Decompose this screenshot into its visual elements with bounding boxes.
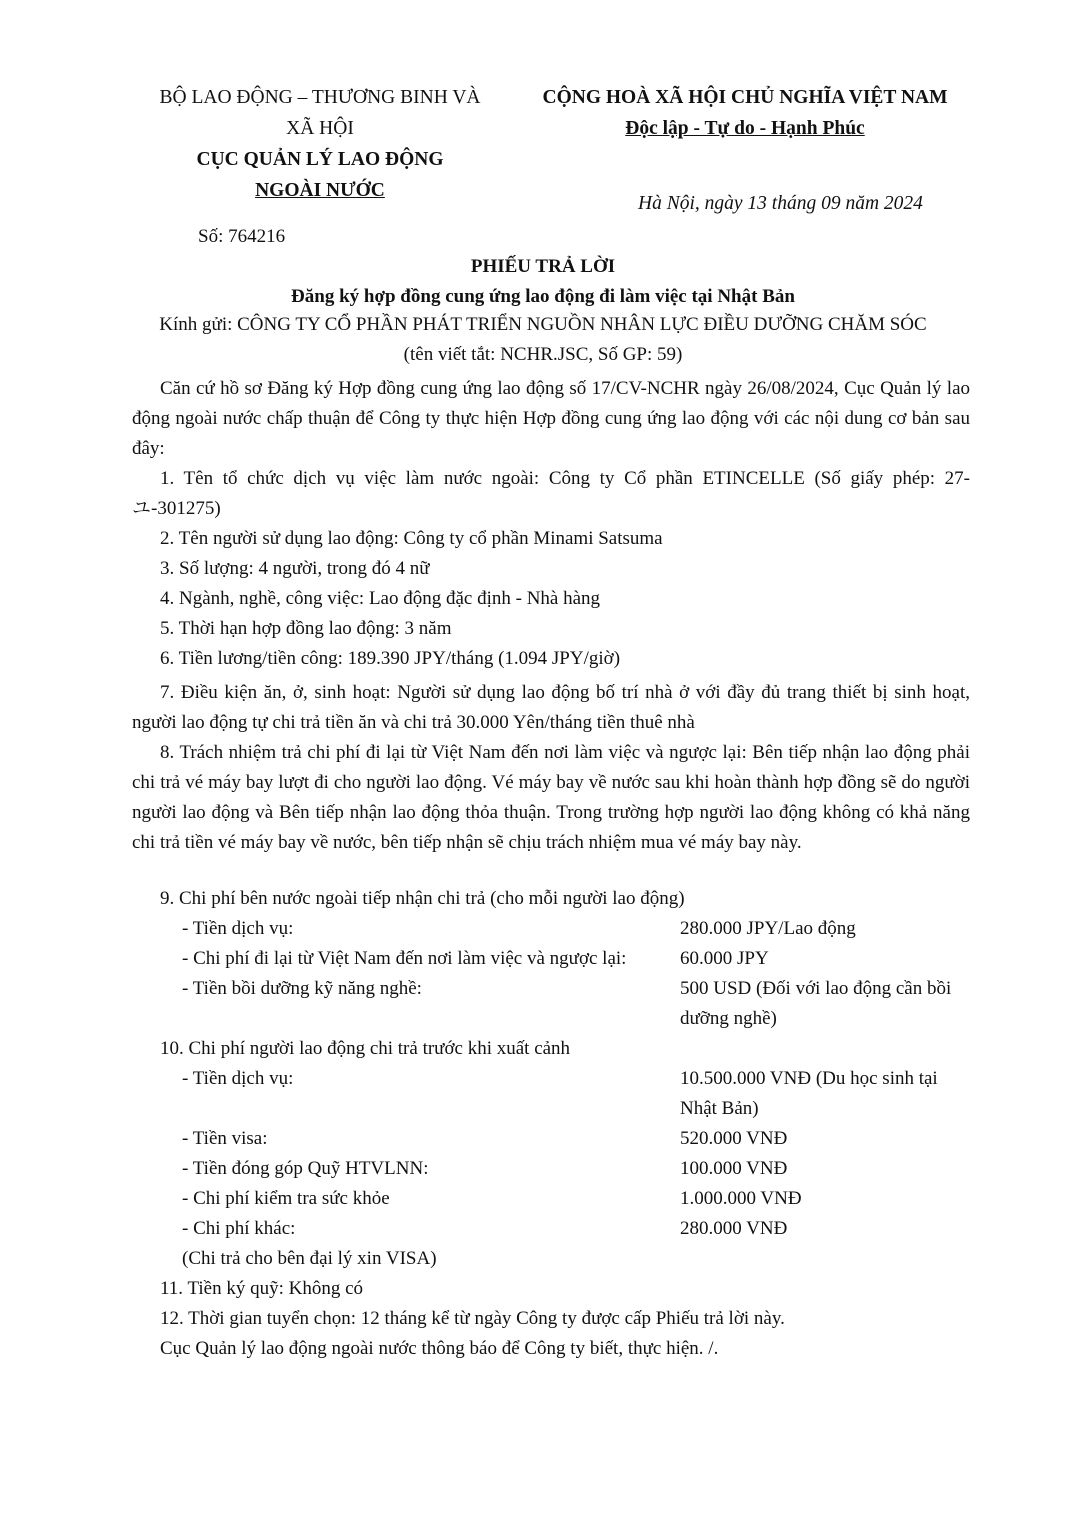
item-12: 12. Thời gian tuyển chọn: 12 tháng kể từ ngày Công ty được cấp Phiếu trả lời này. <box>160 1308 785 1329</box>
national-motto: Độc lập - Tự do - Hạnh Phúc <box>625 118 865 139</box>
item-2: 2. Tên người sử dụng lao động: Công ty cổ phần Minami Satsuma <box>160 528 663 549</box>
fee-value: 100.000 VNĐ <box>680 1158 788 1179</box>
document-subtitle: Đăng ký hợp đồng cung ứng lao động đi làm việc tại Nhật Bản <box>291 286 795 307</box>
item-5: 5. Thời hạn hợp đồng lao động: 3 năm <box>160 618 452 639</box>
item-7: 7. Điều kiện ăn, ở, sinh hoạt: Người sử dụng lao động bố trí nhà ở với đầy đủ trang thiết bị sinh hoạt, người lao động tự chi trả tiền ăn và chi trả 30.000 Yên/tháng tiền thuê nhà <box>132 682 970 733</box>
item-9-title: 9. Chi phí bên nước ngoài tiếp nhận chi trả (cho mỗi người lao động) <box>160 888 685 909</box>
fee-value: 60.000 JPY <box>680 948 769 969</box>
national-header-block <box>525 82 965 144</box>
ministry-line-2: XÃ HỘI <box>286 118 354 139</box>
fee-value: 280.000 VNĐ <box>680 1218 788 1239</box>
item-4: 4. Ngành, nghề, công việc: Lao động đặc định - Nhà hàng <box>160 588 601 609</box>
fee-value: 500 USD (Đối với lao động cần bồi dưỡng nghề) <box>680 978 952 1029</box>
intro-paragraph: Căn cứ hồ sơ Đăng ký Hợp đồng cung ứng lao động số 17/CV-NCHR ngày 26/08/2024, Cục Quản lý lao động ngoài nước chấp thuận để Công ty thực hiện Hợp đồng cung ứng lao động với các nội dung cơ bản sau đây: <box>132 378 970 459</box>
item-10-title: 10. Chi phí người lao động chi trả trước khi xuất cảnh <box>160 1038 571 1059</box>
fee-label: - Chi phí kiểm tra sức khỏe <box>182 1188 390 1209</box>
department-line-1: CỤC QUẢN LÝ LAO ĐỘNG <box>196 149 444 170</box>
item-1: 1. Tên tổ chức dịch vụ việc làm nước ngoài: Công ty Cổ phần ETINCELLE (Số giấy phép: 27-ユ-301275) <box>132 468 970 519</box>
recipient-note: (tên viết tắt: NCHR.JSC, Số GP: 59) <box>403 344 683 365</box>
fee-value: 280.000 JPY/Lao động <box>680 918 856 939</box>
fee-value: 1.000.000 VNĐ <box>680 1188 802 1209</box>
item-11: 11. Tiền ký quỹ: Không có <box>160 1278 364 1299</box>
fee-label: - Chi phí đi lại từ Việt Nam đến nơi làm việc và ngược lại: <box>182 948 627 969</box>
fee-value: 520.000 VNĐ <box>680 1128 788 1149</box>
fee-label: - Tiền dịch vụ: <box>182 1068 294 1089</box>
document-title: PHIẾU TRẢ LỜI <box>470 256 616 277</box>
country-name: CỘNG HOÀ XÃ HỘI CHỦ NGHĨA VIỆT NAM <box>542 87 948 108</box>
fee-value: 10.500.000 VNĐ (Du học sinh tại Nhật Bản) <box>680 1068 938 1119</box>
recipient-line: Kính gửi: CÔNG TY CỔ PHẦN PHÁT TRIỂN NGUỒN NHÂN LỰC ĐIỀU DƯỠNG CHĂM SÓC <box>159 314 927 335</box>
fee-label: - Tiền dịch vụ: <box>182 918 294 939</box>
fee-label: - Tiền đóng góp Quỹ HTVLNN: <box>182 1158 429 1179</box>
fee-label: - Tiền bồi dưỡng kỹ năng nghề: <box>182 978 422 999</box>
document-number: Số: 764216 <box>198 226 286 247</box>
item-10-note: (Chi trả cho bên đại lý xin VISA) <box>182 1248 437 1269</box>
fee-label: - Chi phí khác: <box>182 1218 296 1239</box>
ministry-line-1: BỘ LAO ĐỘNG – THƯƠNG BINH VÀ <box>159 87 481 108</box>
department-line-2: NGOÀI NƯỚC <box>255 180 385 201</box>
fee-label: - Tiền visa: <box>182 1128 268 1149</box>
closing-statement: Cục Quản lý lao động ngoài nước thông báo để Công ty biết, thực hiện. /. <box>160 1338 719 1359</box>
item-6: 6. Tiền lương/tiền công: 189.390 JPY/tháng (1.094 JPY/giờ) <box>160 648 621 669</box>
item-3: 3. Số lượng: 4 người, trong đó 4 nữ <box>160 558 430 579</box>
issuing-authority-block <box>140 82 500 206</box>
place-and-date: Hà Nội, ngày 13 tháng 09 năm 2024 <box>638 193 923 214</box>
item-8: 8. Trách nhiệm trả chi phí đi lại từ Việt Nam đến nơi làm việc và ngược lại: Bên tiếp nhận lao động phải chi trả vé máy bay lượt đi cho người lao động. Vé máy bay về nước sau khi hoàn thành hợp đồng sẽ do người người lao động và Bên tiếp nhận lao động thỏa thuận. Trong trường hợp người lao động không có khả năng chi trả tiền vé máy bay về nước, bên tiếp nhận sẽ chịu trách nhiệm mua vé máy bay này. <box>132 742 970 853</box>
